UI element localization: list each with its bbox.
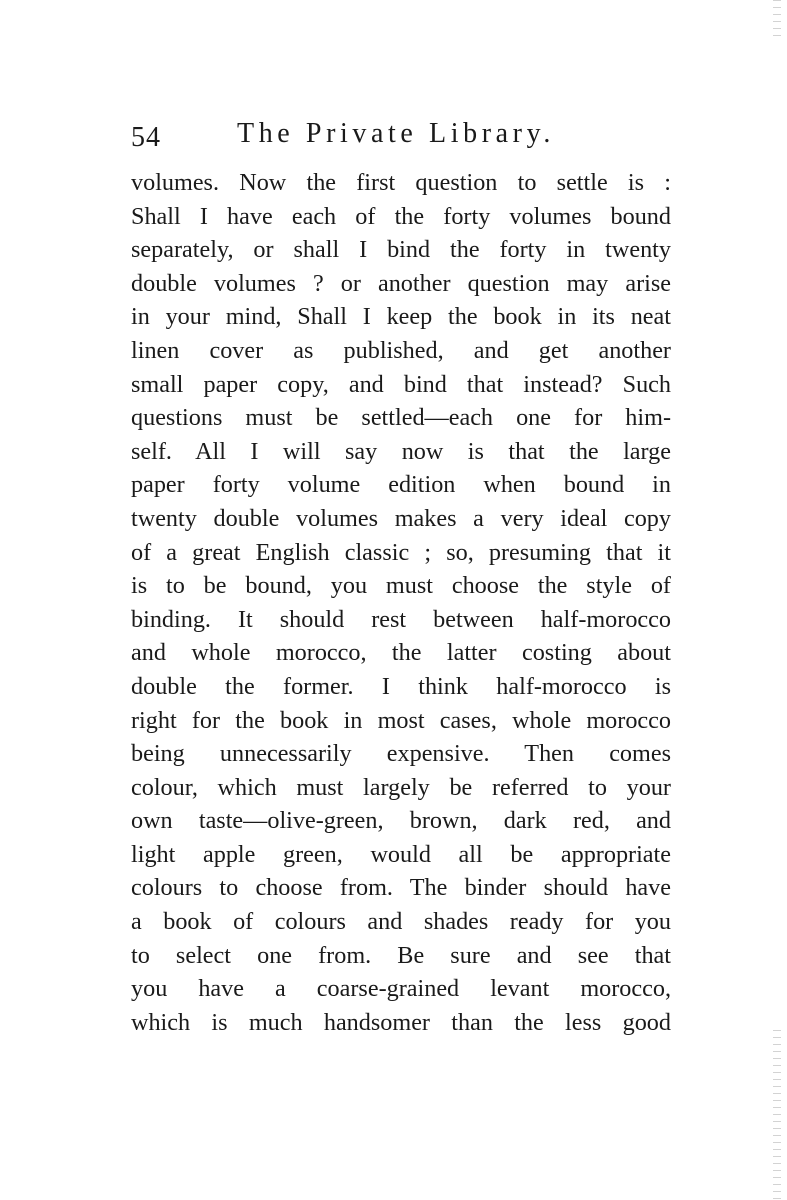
text-line-12: of a great English classic ; so, presuming that it [131,538,671,566]
running-title: The Private Library. [237,118,555,149]
page-edge-marks-top [773,0,781,40]
text-line-22: colours to choose from. The binder should have [131,874,671,902]
text-line-4: double volumes ? or another question may arise [131,269,671,297]
running-head [131,112,581,156]
text-line-9: self. All I will say now is that the large [131,437,671,465]
body-text [131,166,671,1039]
text-line-18: being unnecessarily expensive. Then comes [131,740,671,768]
text-line-20: own taste—olive-green, brown, dark red, and [131,807,671,835]
text-line-10: paper forty volume edition when bound in [131,471,671,499]
text-line-15: and whole morocco, the latter costing about [131,639,671,667]
text-line-19: colour, which must largely be referred to your [131,773,671,801]
text-line-3: separately, or shall I bind the forty in twenty [131,236,671,264]
text-line-13: is to be bound, you must choose the style of [131,572,671,600]
text-line-24: to select one from. Be sure and see that [131,941,671,969]
text-line-25: you have a coarse-grained levant morocco, [131,975,671,1003]
text-line-26: which is much handsomer than the less good [131,1008,671,1036]
text-line-23: a book of colours and shades ready for you [131,908,671,936]
text-line-5: in your mind, Shall I keep the book in its neat [131,303,671,331]
text-line-1: volumes. Now the first question to settle is : [131,169,671,196]
text-line-11: twenty double volumes makes a very ideal copy [131,504,671,532]
page-number: 54 [131,122,161,153]
page-edge-marks-bottom [773,1030,781,1200]
text-line-2: Shall I have each of the forty volumes bound [131,202,671,230]
text-line-21: light apple green, would all be appropriate [131,840,671,868]
text-line-14: binding. It should rest between half-morocco [131,605,671,633]
text-line-17: right for the book in most cases, whole morocco [131,706,671,734]
text-line-8: questions must be settled—each one for him- [131,404,671,432]
text-line-7: small paper copy, and bind that instead? Such [131,370,671,398]
text-line-6: linen cover as published, and get another [131,336,671,364]
text-line-16: double the former. I think half-morocco is [131,672,671,700]
